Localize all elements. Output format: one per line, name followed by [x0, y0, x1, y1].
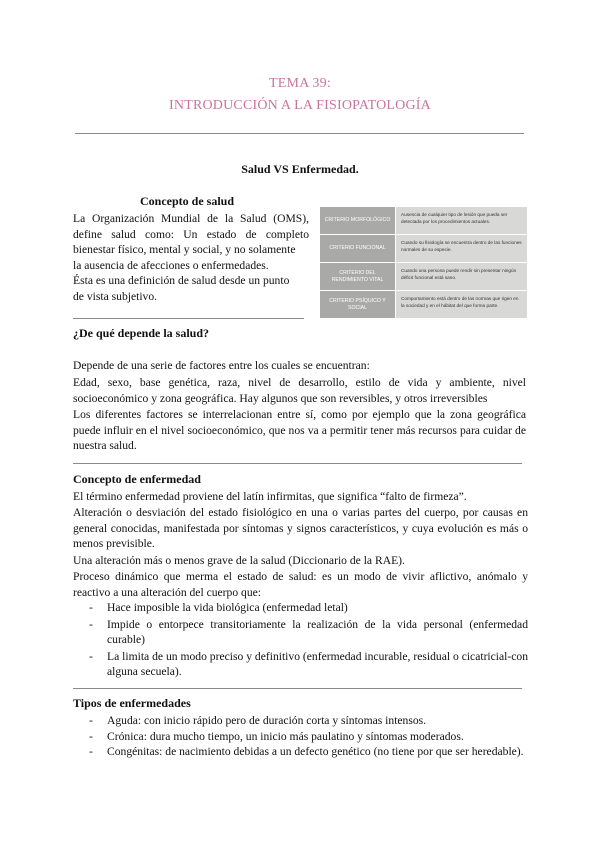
criteria-description: Cuando su fisiología se encuentra dentro de las funciones normales de su especie. [396, 235, 527, 262]
criteria-row [320, 235, 527, 262]
salud-line: la ausencia de afecciones o enfermedades. [73, 258, 269, 272]
list-item [73, 713, 528, 729]
section-heading-depende: ¿De qué depende la salud? [73, 326, 210, 340]
bullet-dash: - [89, 714, 93, 727]
criteria-row [320, 207, 527, 234]
divider [73, 463, 522, 464]
bullet-dash: - [89, 745, 93, 759]
enfermedad-p2: Alteración o desviación del estado fisiológico en una o varias partes del cuerpo, por causas en general conocidas, manifestada por síntomas y signos característicos, y cuya evolución es más o menos previsible. [73, 506, 528, 551]
enfermedad-p4: Proceso dinámico que merma el estado de salud: es un modo de vivir aflictivo, anómalo y reactivo a una alteración del cuerpo que: [73, 570, 528, 599]
list-item [73, 600, 528, 616]
list-item-text: Hace imposible la vida biológica (enfermedad letal) [107, 601, 348, 614]
criteria-name: CRITERIO DEL RENDIMIENTO VITAL [320, 263, 395, 290]
salud-line: define salud como: Un estado de completo [73, 227, 309, 241]
list-item [73, 729, 528, 745]
list-item-text: Aguda: con inicio rápido pero de duración corta y síntomas intensos. [107, 714, 427, 727]
enfermedad-list [73, 600, 528, 680]
criteria-name: CRITERIO MORFOLÓGICO [320, 207, 395, 234]
bullet-dash: - [89, 617, 93, 631]
bullet-dash: - [89, 649, 93, 663]
divider [73, 318, 304, 319]
list-item [73, 649, 528, 680]
criteria-description: Ausencia de cualquier tipo de lesión que pueda ser detectada por los procedimientos actuales. [396, 207, 527, 234]
depende-p3: Los diferentes factores se interrelacionan entre sí, como por ejemplo que la zona geográfica puede influir en el nivel socioeconómico, que nos va a permitir tener más recursos para cuidar de nuestra salud. [73, 408, 526, 453]
list-item [73, 744, 528, 760]
list-item-text: La limita de un modo preciso y definitivo (enfermedad incurable, residual o cicatricial-con alguna secuela). [107, 649, 528, 679]
bullet-dash: - [89, 601, 93, 614]
topic-number: TEMA 39: [269, 76, 331, 91]
criteria-row [320, 263, 527, 290]
criteria-table [320, 207, 527, 319]
salud-line: La Organización Mundial de la Salud (OMS), [73, 212, 309, 225]
topic-title: INTRODUCCIÓN A LA FISIOPATOLOGÍA [169, 98, 431, 113]
list-item-text: Impide o entorpece transitoriamente la realización de la vida personal (enfermedad curable) [107, 617, 528, 647]
enfermedad-p3: Una alteración más o menos grave de la salud (Diccionario de la RAE). [73, 554, 405, 567]
depende-p2: Edad, sexo, base genética, raza, nivel de desarrollo, estilo de vida y ambiente, nivel socioeconómico y zona geográfica. Hay algunos que son reversibles, y otros irreversibles [73, 376, 526, 405]
criteria-name: CRITERIO PSÍQUICO Y SOCIAL [320, 291, 395, 318]
salud-line: de vista subjetivo. [73, 289, 158, 303]
salud-text [73, 211, 309, 305]
tipos-list [73, 713, 528, 760]
main-heading: Salud VS Enfermedad. [241, 162, 359, 176]
salud-line: Ésta es una definición de salud desde un punto [73, 274, 290, 288]
bullet-dash: - [89, 729, 93, 743]
divider [73, 688, 522, 689]
criteria-description: Cuando una persona puede rendir sin presentar ningún déficit funcional está sano. [396, 263, 527, 290]
section-heading-enfermedad: Concepto de enfermedad [73, 472, 201, 486]
list-item [73, 617, 528, 648]
list-item-text: Crónica: dura mucho tiempo, un inicio más paulatino y síntomas moderados. [107, 729, 464, 743]
section-heading-tipos: Tipos de enfermedades [73, 696, 191, 710]
criteria-description: Comportamiento está dentro de las normas que rigen en la sociedad y en el hábitat del que forma parte. [396, 291, 527, 318]
salud-line: bienestar físico, mental y social, y no solamente [73, 243, 296, 257]
divider [75, 133, 524, 134]
criteria-row [320, 291, 527, 318]
depende-p1: Depende de una serie de factores entre los cuales se encuentran: [73, 359, 370, 372]
list-item-text: Congénitas: de nacimiento debidas a un defecto genético (no tiene por que ser heredable). [107, 745, 524, 759]
enfermedad-p1: El término enfermedad proviene del latín infirmitas, que significa “falto de firmeza”. [73, 490, 467, 503]
section-heading-salud: Concepto de salud [140, 194, 235, 208]
criteria-name: CRITERIO FUNCIONAL [320, 235, 395, 262]
